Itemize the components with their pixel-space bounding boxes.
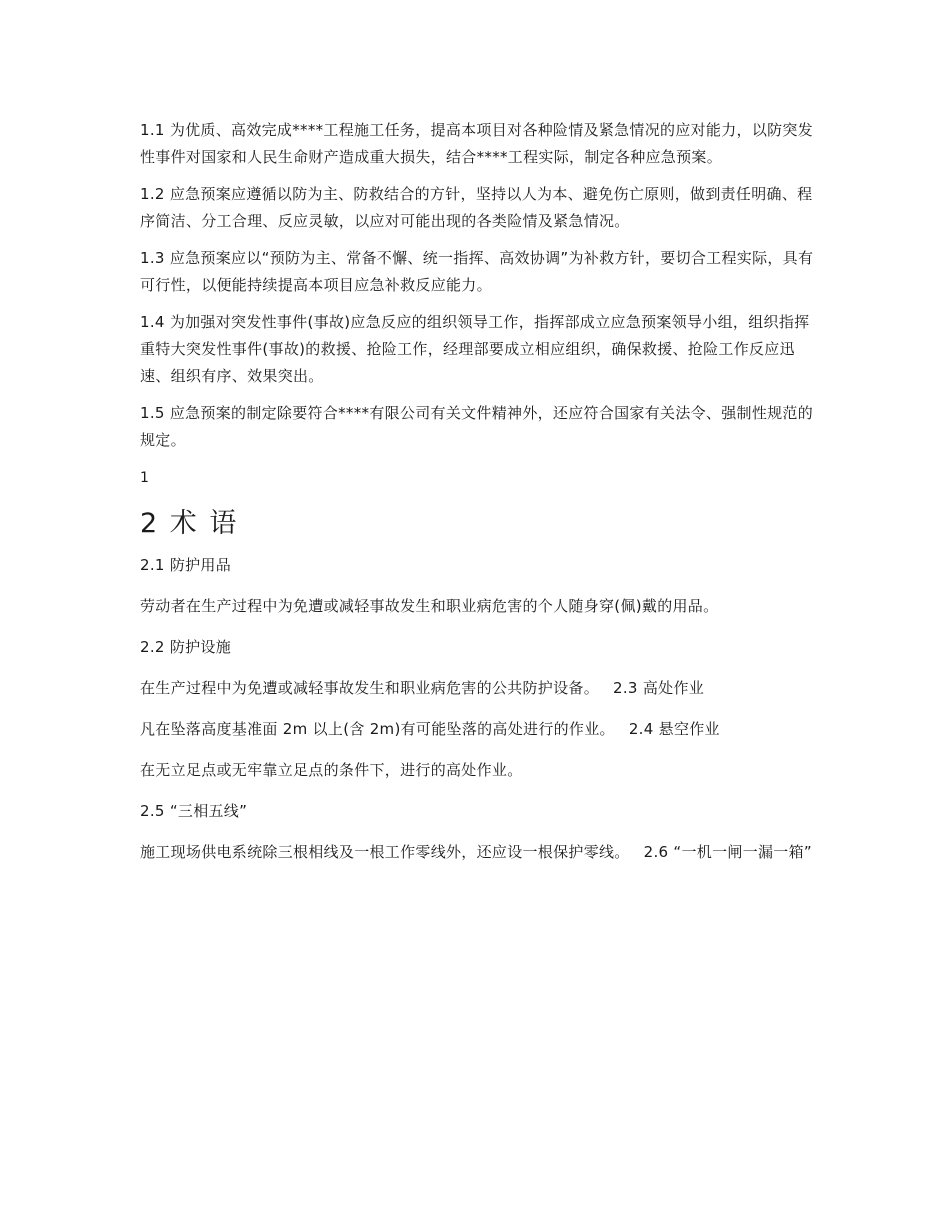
definition-2-5: 施工现场供电系统除三根相线及一根工作零线外，还应设一根保护零线。 <box>140 843 630 861</box>
subheading-2-4: 2.4 悬空作业 <box>628 720 720 738</box>
definition-2-5-line <box>140 839 820 866</box>
definition-2-3-line <box>140 716 820 743</box>
paragraph-1-5: 1.5 应急预案的制定除要符合****有限公司有关文件精神外，还应符合国家有关法令、强制性规范的规定。 <box>140 404 814 449</box>
definition-2-3: 凡在坠落高度基准面 2m 以上(含 2m)有可能坠落的高处进行的作业。 <box>140 720 615 738</box>
definition-2-4: 在无立足点或无牢靠立足点的条件下，进行的高处作业。 <box>140 761 523 779</box>
paragraph-1-3: 1.3 应急预案应以“预防为主、常备不懈、统一指挥、高效协调”为补救方针，要切合工程实际，具有可行性，以便能持续提高本项目应急补救反应能力。 <box>140 249 814 294</box>
subheading-2-2: 2.2 防护设施 <box>140 638 232 656</box>
paragraph-1-4: 1.4 为加强对突发性事件(事故)应急反应的组织领导工作，指挥部成立应急预案领导小组，组织指挥重特大突发性事件(事故)的救援、抢险工作，经理部要成立相应组织，确保救援、抢险工作反应迅速、组织有序、效果突出。 <box>140 313 810 385</box>
subheading-2-3: 2.3 高处作业 <box>613 679 705 697</box>
definition-2-2: 在生产过程中为免遭或减轻事故发生和职业病危害的公共防护设备。 <box>140 679 600 697</box>
section-heading-terms: 2 术 语 <box>140 508 239 539</box>
subheading-2-1: 2.1 防护用品 <box>140 556 232 574</box>
document-page <box>140 117 820 880</box>
definition-2-2-line <box>140 675 820 702</box>
subheading-2-5: 2.5 “三相五线” <box>140 802 248 820</box>
subheading-2-6: 2.6 “一机一闸一漏一箱” <box>643 843 812 861</box>
paragraph-1-1: 1.1 为优质、高效完成****工程施工任务，提高本项目对各种险情及紧急情况的应对能力，以防突发性事件对国家和人民生命财产造成重大损失，结合****工程实际，制定各种应急预案。 <box>140 121 814 166</box>
page-number: 1 <box>140 470 149 486</box>
definition-2-1: 劳动者在生产过程中为免遭或减轻事故发生和职业病危害的个人随身穿(佩)戴的用品。 <box>140 597 719 615</box>
paragraph-1-2: 1.2 应急预案应遵循以防为主、防救结合的方针，坚持以人为本、避免伤亡原则，做到责任明确、程序简洁、分工合理、反应灵敏，以应对可能出现的各类险情及紧急情况。 <box>140 185 813 230</box>
